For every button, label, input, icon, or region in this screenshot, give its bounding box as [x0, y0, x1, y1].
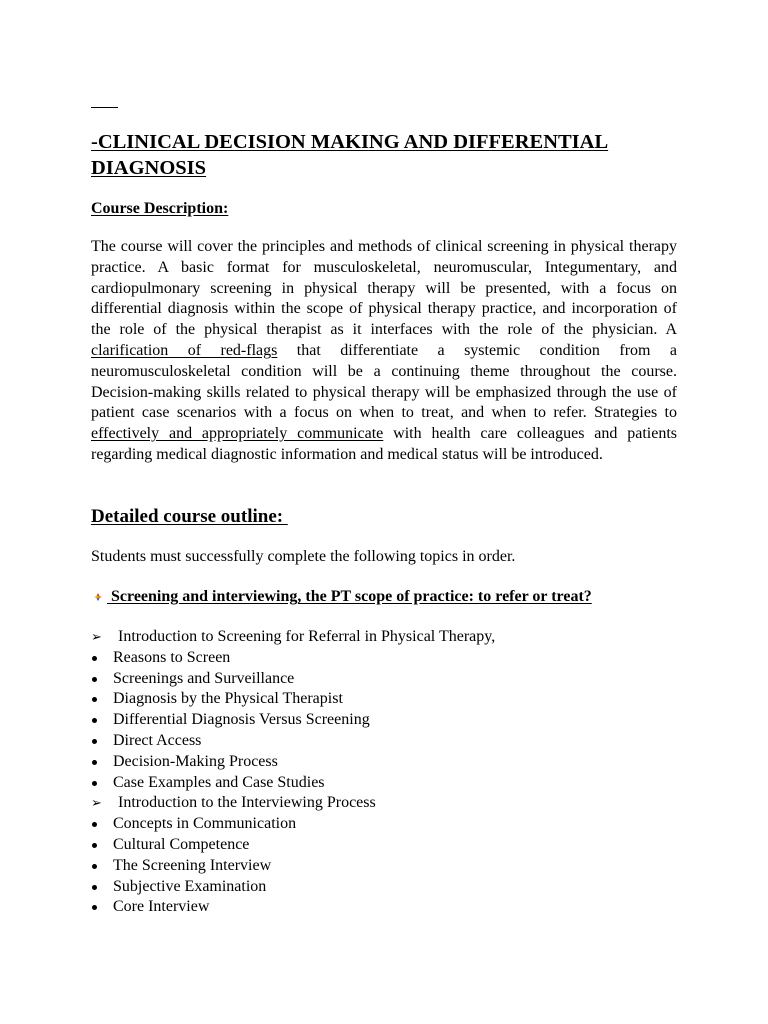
list-item-text: Subjective Examination	[113, 877, 267, 895]
arrowhead-bullet-icon: ➢	[91, 796, 102, 812]
outline-topic-list	[91, 627, 495, 918]
list-item-text: Cultural Competence	[113, 835, 250, 853]
communicate-underlined-text: effectively and appropriately communicate	[91, 425, 384, 443]
list-item	[91, 731, 495, 752]
course-description-paragraph	[91, 237, 677, 466]
list-item	[91, 897, 495, 918]
list-item	[91, 689, 495, 710]
list-item-text: The Screening Interview	[113, 856, 272, 874]
list-item	[91, 773, 495, 794]
arrowhead-bullet-icon: ➢	[91, 630, 102, 645]
list-item-text: Case Examples and Case Studies	[113, 773, 325, 791]
list-item	[91, 793, 495, 814]
list-item	[91, 648, 495, 669]
description-text-part1: The course will cover the principles and methods of clinical screening in physical therapy practice. A basic format for musculoskeletal, neuromuscular, Integumentary, and cardiopulmonary screening in physical therapy will be presented, with a focus on differential diagnosis within the scope of physical therapy practice, and incorporation of the role of the physical therapist as it interfaces with the role of the physician. A	[91, 238, 677, 339]
list-item-text: Direct Access	[113, 731, 202, 749]
course-description-heading: Course Description:	[91, 200, 229, 217]
red-flags-underlined-text: clarification of red-flags	[91, 341, 278, 359]
list-item-text: Screenings and Surveillance	[113, 669, 295, 687]
description-text-part3: with health care colleagues and patients regarding medical diagnostic information and medical status will be introduced.	[91, 425, 677, 463]
list-item-text: Decision-Making Process	[113, 752, 278, 770]
list-item	[91, 669, 495, 690]
list-item-text: Introduction to the Interviewing Process	[118, 794, 376, 812]
list-item-text: Diagnosis by the Physical Therapist	[113, 690, 343, 708]
list-item	[91, 877, 495, 898]
four-point-star-marker-icon	[91, 590, 105, 604]
list-item	[91, 710, 495, 731]
description-text-part2: that differentiate a systemic condition from a neuromusculoskeletal condition will be a continuing theme throughout the course. Decision-making skills related to physical therapy will be emphasized through the use of patient case scenarios with a focus on when to treat, and when to refer. Strategies to	[91, 341, 678, 422]
course-outline-heading: Detailed course outline:	[91, 506, 288, 527]
list-item	[91, 752, 495, 773]
page-title: -CLINICAL DECISION MAKING AND DIFFERENTIAL DIAGNOSIS	[91, 131, 609, 179]
list-item-text: Reasons to Screen	[113, 648, 231, 666]
list-item	[91, 835, 495, 856]
section-heading-label: Screening and interviewing, the PT scope of practice: to refer or treat?	[107, 588, 592, 605]
list-item-text: Differential Diagnosis Versus Screening	[113, 711, 370, 729]
list-item-text: Core Interview	[113, 898, 210, 916]
outline-intro-text: Students must successfully complete the following topics in order.	[91, 548, 516, 565]
list-item	[91, 814, 495, 835]
list-item	[91, 627, 495, 648]
list-item-text: Concepts in Communication	[113, 815, 297, 833]
list-item-text: Introduction to Screening for Referral in Physical Therapy,	[118, 628, 496, 645]
list-item	[91, 856, 495, 877]
top-rule	[91, 107, 118, 108]
section-heading	[91, 587, 592, 607]
